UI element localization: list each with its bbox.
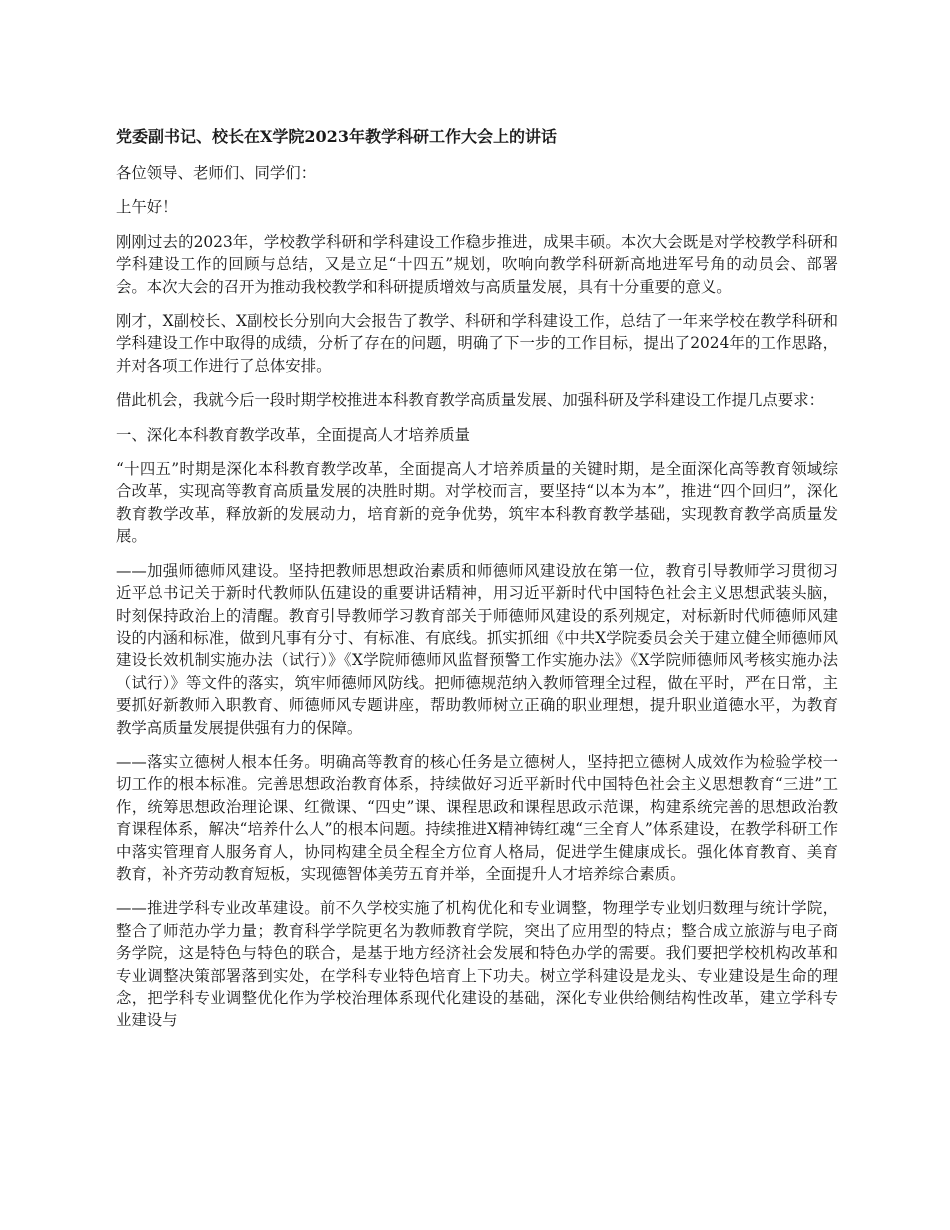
paragraph-moral-education: ——落实立德树人根本任务。明确高等教育的核心任务是立德树人，坚持把立德树人成效作为检验学校一切工作的根本标准。完善思想政治教育体系，持续做好习近平新时代中国特色社会主义思想教育“三进”工作，统筹思想政治理论课、红微课、“四史”课、课程思政和课程思政示范课，构建系统完善的思想政治教育课程体系，解决“培养什么人”的根本问题。持续推进X精神铸红魂“三全育人”体系建设，在教学科研工作中落实管理育人服务育人，协同构建全员全程全方位育人格局，促进学生健康成长。强化体育教育、美育教育，补齐劳动教育短板，实现德智体美劳五育并举，全面提升人才培养综合素质。 — [116, 752, 838, 883]
document-title: 党委副书记、校长在X学院2023年教学科研工作大会上的讲话 — [116, 127, 557, 146]
paragraph-discipline-reform: ——推进学科专业改革建设。前不久学校实施了机构优化和专业调整，物理学专业划归数理与统计学院，整合了师范办学力量；教育科学学院更名为教师教育学院，突出了应用型的特点；整合成立旅游与电子商务学院，这是特色与特色的联合，是基于地方经济社会发展和特色办学的需要。我们要把学校机构改革和专业调整决策部署落到实处，在学科专业特色培育上下功夫。树立学科建设是龙头、专业建设是生命的理念，把学科专业调整优化作为学校治理体系现代化建设的基础，深化专业供给侧结构性改革，建立学科专业建设与 — [116, 899, 838, 1030]
paragraph-intro: 刚刚过去的2023年，学校教学科研和学科建设工作稳步推进，成果丰硕。本次大会既是对学校教学科研和学科建设工作的回顾与总结，又是立足“十四五”规划，吹响向教学科研新高地进军号角的动员会、部署会。本次大会的召开为推动我校教学和科研提质增效与高质量发展，具有十分重要的意义。 — [116, 232, 838, 296]
paragraph-reports: 刚才，X副校长、X副校长分别向大会报告了教学、科研和学科建设工作，总结了一年来学校在教学科研和学科建设工作中取得的成绩，分析了存在的问题，明确了下一步的工作目标，提出了2024年的工作思路，并对各项工作进行了总体安排。 — [116, 312, 838, 375]
paragraph-requirements: 借此机会，我就今后一段时期学校推进本科教育教学高质量发展、加强科研及学科建设工作提几点要求： — [116, 391, 824, 410]
paragraph-fourteenth-five: “十四五”时期是深化本科教育教学改革，全面提高人才培养质量的关键时期，是全面深化高等教育领域综合改革，实现高等教育高质量发展的决胜时期。对学校而言，要坚持“以本为本”，推进“四个回归”，深化教育教学改革，释放新的发展动力，培育新的竞争优势，筑牢本科教育教学基础，实现教育教学高质量发展。 — [116, 460, 838, 546]
greeting: 上午好！ — [116, 198, 178, 217]
paragraph-teacher-ethics: ——加强师德师风建设。坚持把教师思想政治素质和师德师风建设放在第一位，教育引导教师学习贯彻习近平总书记关于新时代教师队伍建设的重要讲话精神，用习近平新时代中国特色社会主义思想武装头脑，时刻保持政治上的清醒。教育引导教师学习教育部关于师德师风建设的系列规定，对标新时代师德师风建设的内涵和标准，做到凡事有分寸、有标准、有底线。抓实抓细《中共X学院委员会关于建立健全师德师风建设长效机制实施办法（试行）》《X学院师德师风监督预警工作实施办法》《X学院师德师风考核实施办法（试行）》等文件的落实，筑牢师德师风防线。把师德规范纳入教师管理全过程，做在平时，严在日常，主要抓好新教师入职教育、师德师风专题讲座，帮助教师树立正确的职业理想，提升职业道德水平，为教育教学高质量发展提供强有力的保障。 — [116, 561, 838, 737]
document-body — [116, 126, 838, 1044]
section-heading-one: 一、深化本科教育教学改革，全面提高人才培养质量 — [116, 425, 470, 444]
salutation: 各位领导、老师们、同学们： — [116, 164, 317, 182]
